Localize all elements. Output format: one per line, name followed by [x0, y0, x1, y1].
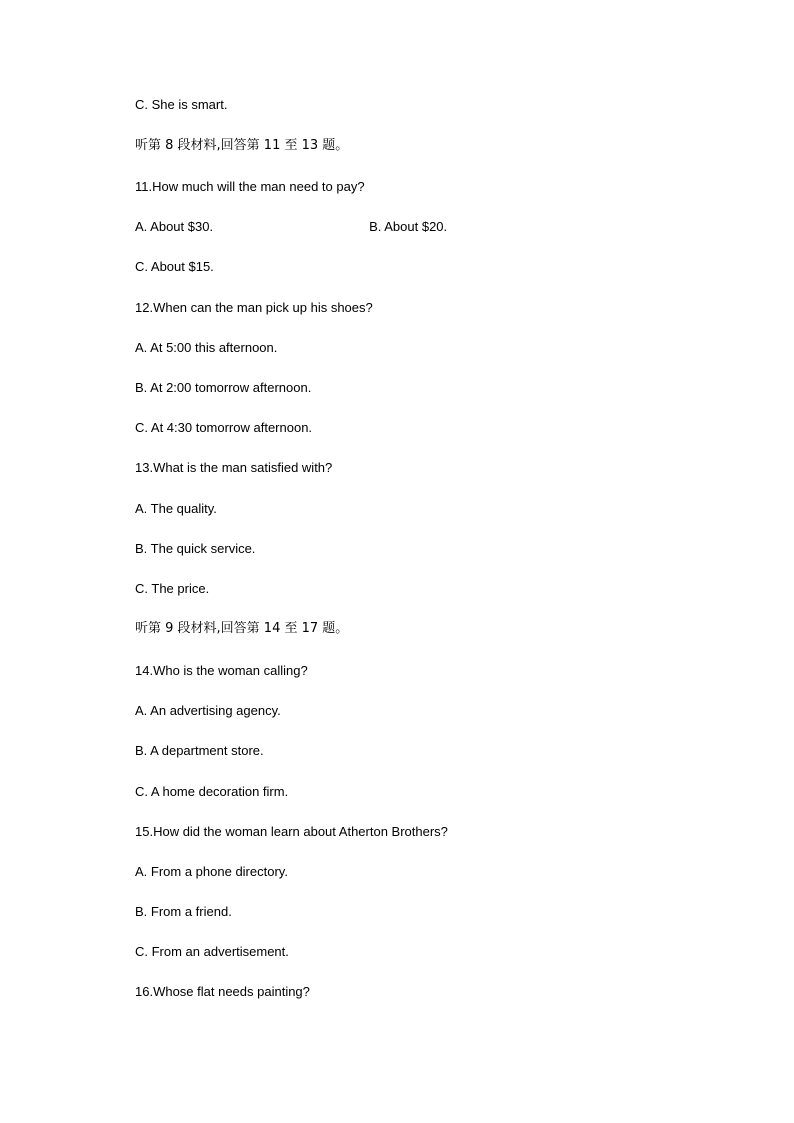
option-a-q12: A. At 5:00 this afternoon.: [135, 340, 278, 355]
option-a-q14: A. An advertising agency.: [135, 703, 281, 718]
option-c-q14: C. A home decoration firm.: [135, 784, 289, 799]
option-a-q11: A. About $30.: [135, 219, 214, 234]
option-c-q10: C. She is smart.: [135, 97, 228, 112]
option-b-q15: B. From a friend.: [135, 904, 232, 919]
option-c-q11: C. About $15.: [135, 259, 214, 274]
question-14: 14.Who is the woman calling?: [135, 663, 308, 678]
question-16: 16.Whose flat needs painting?: [135, 984, 310, 999]
option-c-q15: C. From an advertisement.: [135, 944, 289, 959]
option-a-q15: A. From a phone directory.: [135, 864, 288, 879]
option-b-q14: B. A department store.: [135, 743, 264, 758]
option-b-q13: B. The quick service.: [135, 541, 256, 556]
option-c-q12: C. At 4:30 tomorrow afternoon.: [135, 420, 313, 435]
question-13: 13.What is the man satisfied with?: [135, 460, 333, 475]
option-b-q12: B. At 2:00 tomorrow afternoon.: [135, 380, 312, 395]
section-instruction-8: 听第 8 段材料,回答第 11 至 13 题。: [135, 138, 349, 153]
section-instruction-9: 听第 9 段材料,回答第 14 至 17 题。: [135, 621, 349, 636]
question-15: 15.How did the woman learn about Atherton Brothers?: [135, 824, 448, 839]
option-c-q13: C. The price.: [135, 581, 210, 596]
options-row-q11: [135, 219, 447, 235]
option-a-q13: A. The quality.: [135, 501, 217, 516]
question-11: 11.How much will the man need to pay?: [135, 179, 365, 194]
option-b-q11: B. About $20.: [369, 219, 448, 234]
question-12: 12.When can the man pick up his shoes?: [135, 300, 373, 315]
